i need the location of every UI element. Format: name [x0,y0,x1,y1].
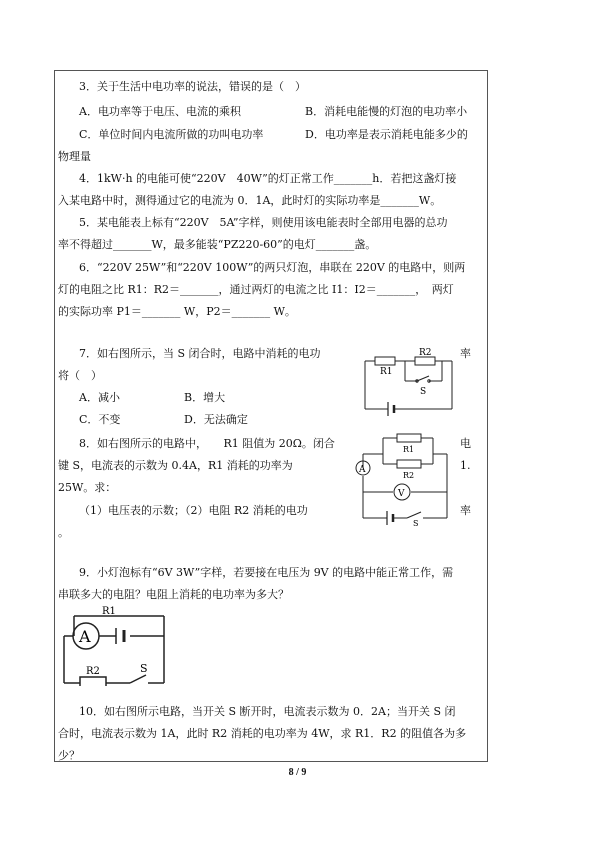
q7-option-d: D．无法确定 [184,413,248,426]
q8-line4-end: 率 [460,504,471,517]
page-number: 8 / 9 [288,767,307,778]
q3-option-d-cont: 物理量 [58,150,91,163]
q3-stem: 3．关于生活中电功率的说法，错误的是（ ） [79,80,306,93]
q7-circuit-diagram [360,348,460,420]
q3-option-d: D．电功率是表示消耗电能多少的 [305,128,468,141]
q3-option-c: C．单位时间内电流所做的功叫电功率 [79,128,264,141]
q7-line1: 7．如右图所示，当 S 闭合时，电路中消耗的电功 [79,347,321,360]
q8-fig-r2: R2 [403,471,415,480]
q8-fig-s: S [413,519,419,528]
q6-line2: 灯的电阻之比 R1：R2＝_______，通过两灯的电流之比 I1：I2＝_______， 两灯 [58,283,454,296]
q9-fig-s: S [140,662,148,675]
q7-line1-end: 率 [460,347,471,360]
q8-circuit-diagram [345,428,460,528]
q5-line1: 5．某电能表上标有“220V 5A”字样，则使用该电能表时全部用电器的总功 [79,216,448,229]
q9-fig-r2: R2 [86,666,100,677]
q7-option-a: A．减小 [79,391,120,404]
q4-line2: 入某电路中时，测得通过它的电流为 0．1A，此时灯的实际功率是_______W。 [58,194,442,207]
q7-fig-s: S [420,387,427,397]
q8-fig-ammeter: A [359,465,366,475]
q3-option-b: B．消耗电能慢的灯泡的电功率小 [305,105,468,118]
q8-line1: 8．如右图所示的电路中， R1 阻值为 20Ω。闭合 [79,437,335,450]
q3-option-a: A．电功率等于电压、电流的乘积 [79,105,241,118]
q10-line3: 少？ [58,749,80,762]
q6-line3: 的实际功率 P1＝_______ W，P2＝_______ W。 [58,305,296,318]
q8-line3: 25W。求： [58,481,117,494]
q8-line5: 。 [58,526,69,539]
q8-line2-end: 1. [460,459,471,472]
q10-line1: 10．如右图所示电路，当开关 S 断开时，电流表示数为 0．2A；当开关 S 闭 [79,705,456,718]
q7-fig-r2: R2 [419,348,432,358]
q10-line2: 合时，电流表示数为 1A，此时 R2 消耗的电功率为 4W，求 R1．R2 的阻值各为多 [58,727,467,740]
q8-line2: 键 S，电流表的示数为 0.4A，R1 消耗的功率为 [58,459,293,472]
q9-line1: 9．小灯泡标有“6V 3W”字样，若要接在电压为 9V 的电路中能正常工作，需 [79,566,454,579]
q9-circuit-diagram [60,606,170,686]
q7-option-c: C．不变 [79,413,121,426]
q9-fig-r1: R1 [102,606,116,617]
q8-fig-voltmeter: V [398,489,405,499]
q7-fig-r1: R1 [380,367,393,377]
q6-line1: 6．“220V 25W”和“220V 100W”的两只灯泡，串联在 220V 的电路中，则两 [79,261,466,274]
q5-line2: 率不得超过_______W，最多能装“PZ220-60”的电灯_______盏。 [58,238,377,251]
q4-line1: 4．1kW·h 的电能可使“220V 40W”的灯正常工作_______h．若把这盏灯接 [79,172,457,185]
q8-line1-end: 电 [460,437,471,450]
q7-line2: 将（ ） [58,369,102,382]
q8-fig-r1: R1 [403,445,415,454]
q9-fig-ammeter: A [79,627,91,646]
q9-line2: 串联多大的电阻？电阻上消耗的电功率为多大？ [58,588,289,601]
q7-option-b: B．增大 [184,391,226,404]
q8-line4: （1）电压表的示数；（2）电阻 R2 消耗的电功 [79,504,308,517]
